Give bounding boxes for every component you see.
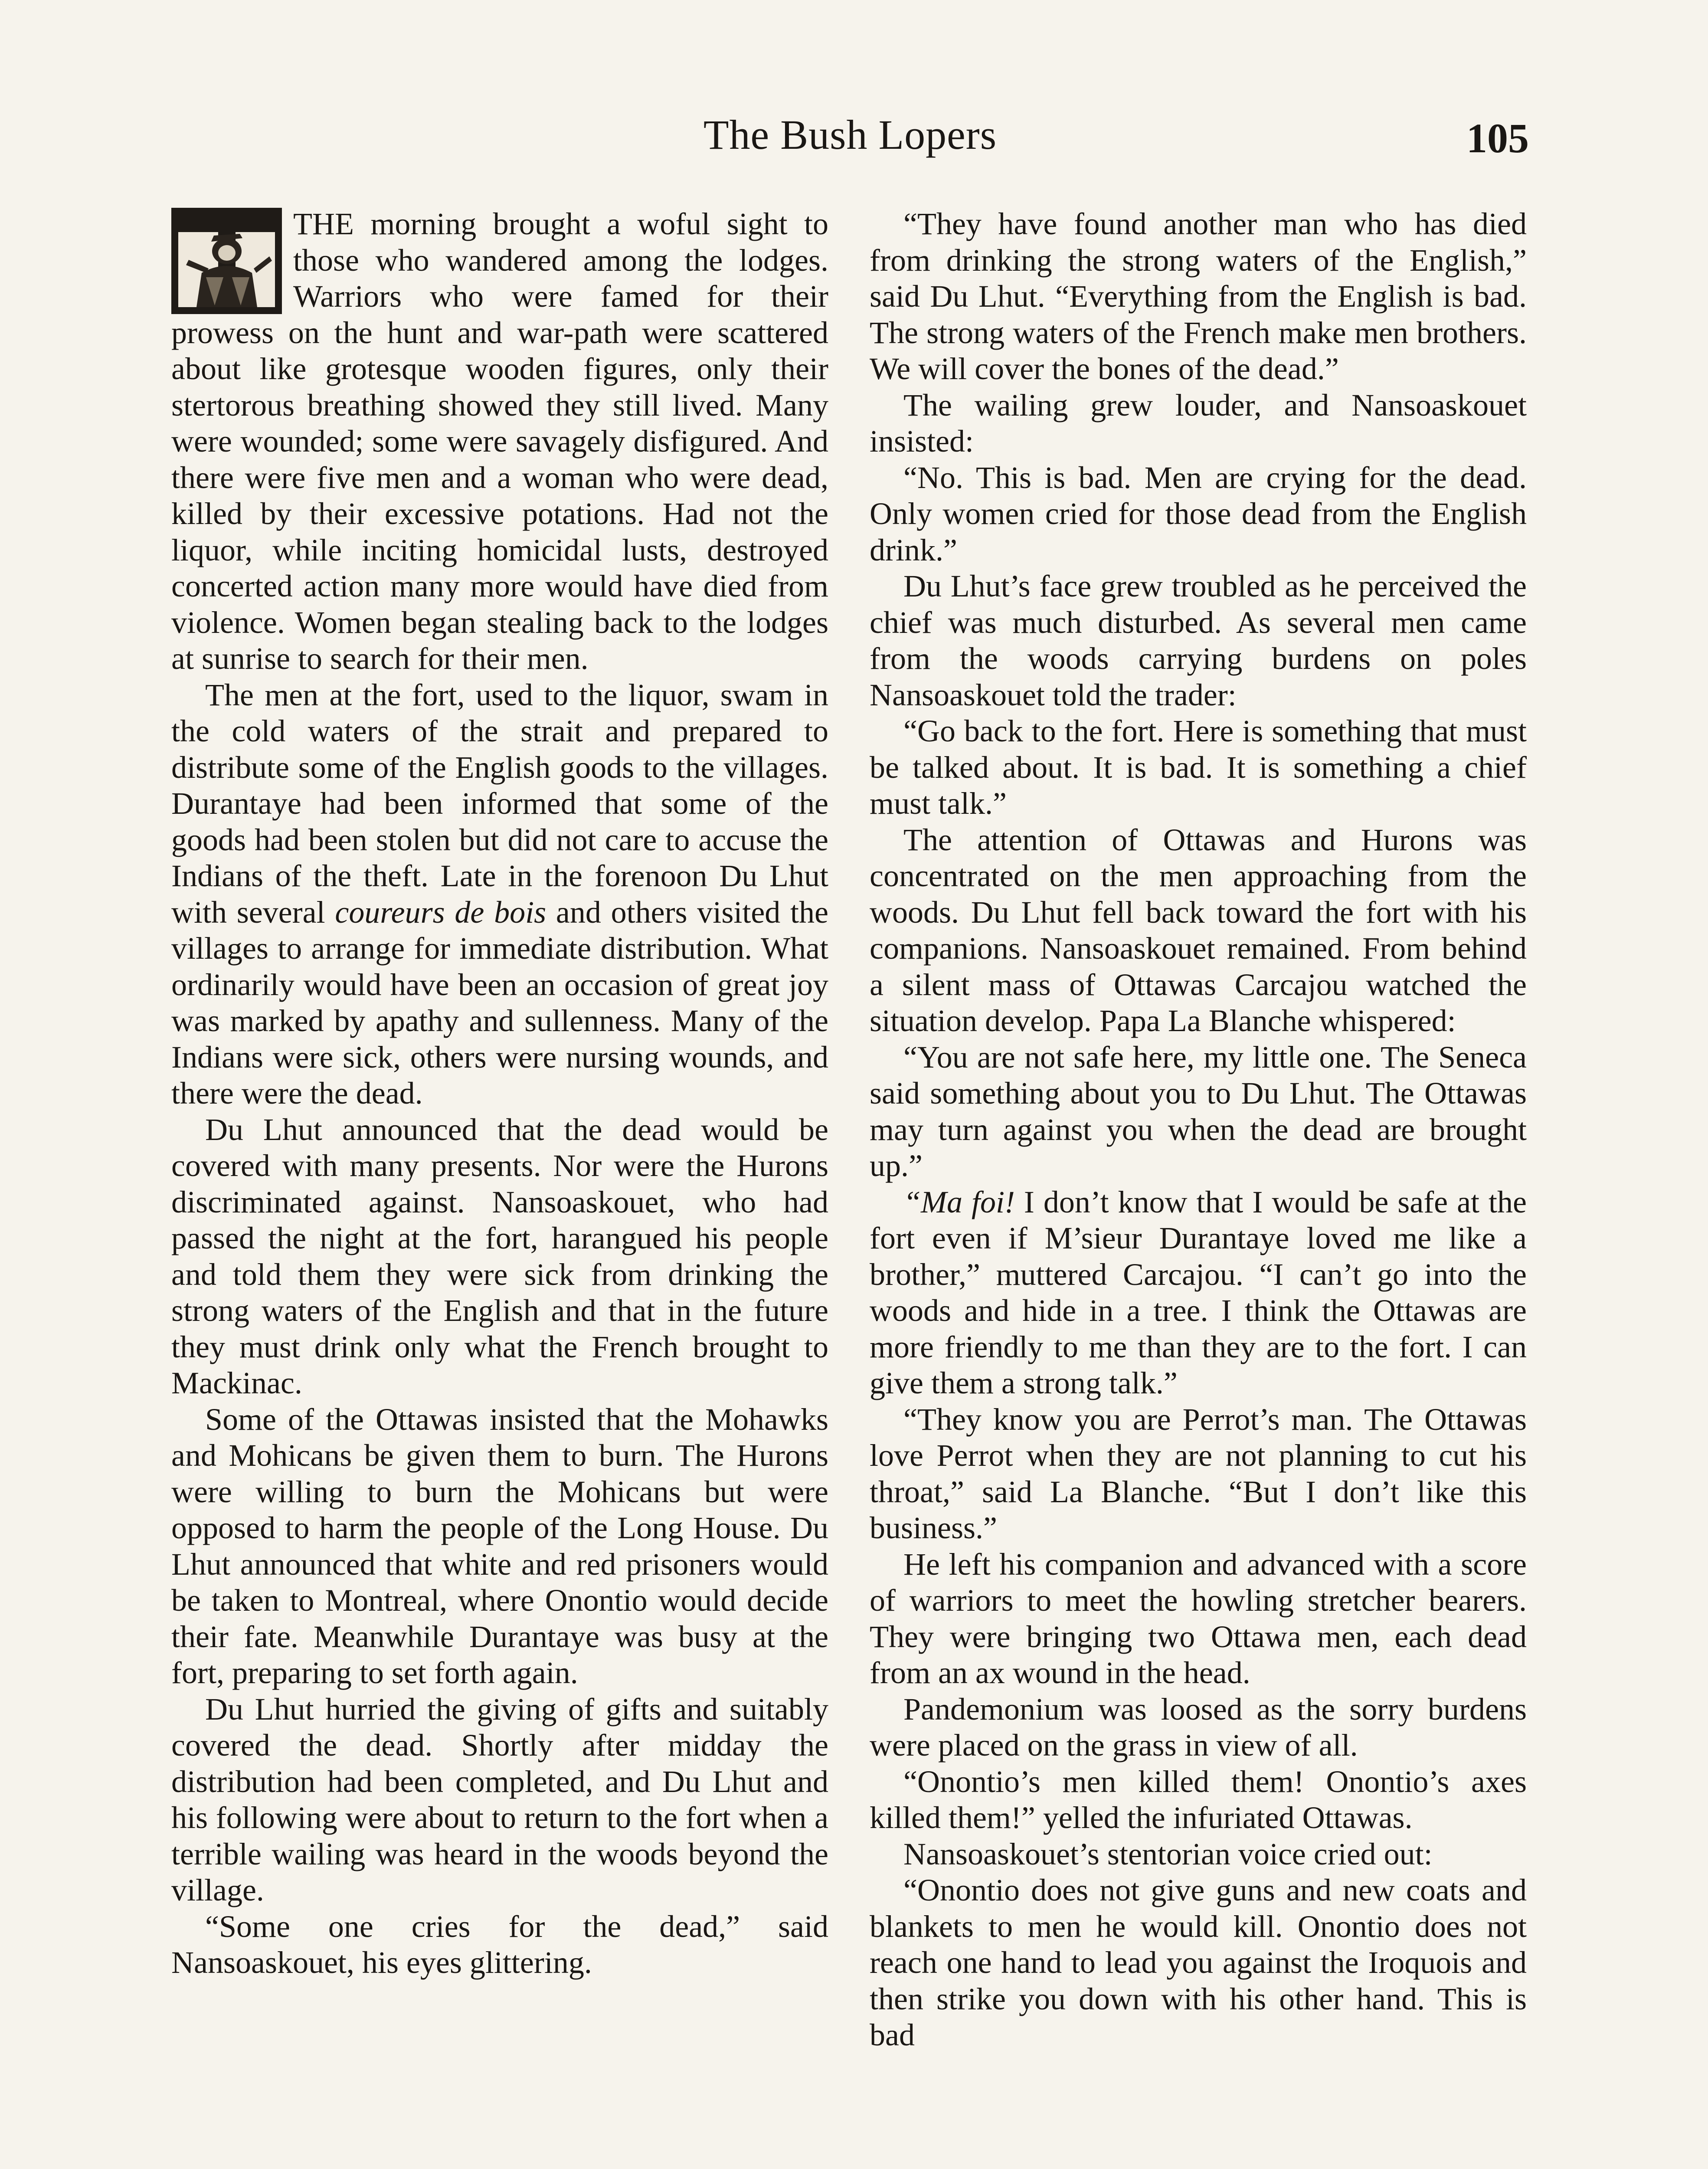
italic-phrase: coureurs de bois (335, 894, 546, 930)
right-column (870, 206, 1527, 2054)
paragraph: “You are not safe here, my little one. The Seneca said something about you to Du Lhut. The Ottawas may turn against you when the dead are brought up.” (870, 1039, 1527, 1183)
paragraph: “They know you are Perrot’s man. The Ottawas love Perrot when they are not planning to cut his throat,” said La Blanche. “But I don’t like this business.” (870, 1402, 1527, 1545)
running-head (171, 111, 1529, 171)
paragraph-text: The men at the fort, used to the liquor, swam in the cold waters of the strait and prepared to distribute some of the English goods to the villages. Durantaye had been informed that some of the goods had been stolen but did not care to accuse the Indians of the theft. Late in the forenoon Du Lhut with several (171, 677, 828, 930)
paragraph (171, 677, 828, 1112)
paragraph (870, 1184, 1527, 1402)
paragraph: “Go back to the fort. Here is something that must be talked about. It is bad. It is something a chief must talk.” (870, 714, 1527, 821)
running-title: The Bush Lopers (703, 111, 997, 158)
paragraph: “Onontio does not give guns and new coats and blankets to men he would kill. Onontio does not reach one hand to lead you against the Iroquois and then strike you down with his other hand. This is bad (870, 1873, 1527, 2052)
left-column (171, 206, 828, 1981)
paragraph-text: I don’t know that I would be safe at the fort even if M’sieur Durantaye loved me like a brother,” muttered Carcajou. “I can’t go into the woods and hide in a tree. I think the Ottawas are more friendly to me than they are to the fort. I can give them a strong talk.” (870, 1184, 1527, 1400)
paragraph-text: and others visited the villages to arrange for immediate distribution. What ordinarily would have been an occasion of great joy was marked by apathy and sullenness. Many of the Indians were sick, others were nursing wounds, and there were the dead. (171, 894, 829, 1111)
page-number: 105 (1466, 115, 1529, 161)
paragraph: “Onontio’s men killed them! Onontio’s axes killed them!” yelled the infuriated Ottawas. (870, 1764, 1527, 1835)
paragraph: Du Lhut hurried the giving of gifts and suitably covered the dead. Shortly after midday the distribution had been completed, and Du Lhut and his following were about to return to the fort when a terrible wailing was heard in the woods beyond the village. (171, 1691, 828, 1907)
paragraph: “They have found another man who has died from drinking the strong waters of the English,” said Du Lhut. “Everything from the English is bad. The strong waters of the French make men brothers. We will cover the bones of the dead.” (870, 206, 1527, 386)
paragraph: Some of the Ottawas insisted that the Mohawks and Mohicans be given them to burn. The Hurons were willing to burn the Mohicans but were opposed to harm the people of the Long House. Du Lhut announced that white and red prisoners would be taken to Montreal, where Onontio would decide their fate. Meanwhile Durantaye was busy at the fort, preparing to set forth again. (171, 1402, 828, 1690)
paragraph: “No. This is bad. Men are crying for the dead. Only women cried for those dead from the English drink.” (870, 460, 1527, 567)
paragraph: Du Lhut announced that the dead would be covered with many presents. Nor were the Hurons discriminated against. Nansoaskouet, who had passed the night at the fort, harangued his people and told them they were sick from drinking the strong waters of the English and that in the future they must drink only what the French brought to Mackinac. (171, 1112, 828, 1400)
paragraph: Nansoaskouet’s stentorian voice cried out: (903, 1836, 1433, 1871)
paragraph (171, 206, 828, 677)
paragraph: Du Lhut’s face grew troubled as he perceived the chief was much disturbed. As several men came from the woods carrying burdens on poles Nansoaskouet told the trader: (870, 569, 1527, 712)
paragraph: He left his companion and advanced with a score of warriors to meet the howling stretcher bearers. They were bringing two Ottawa men, each dead from an ax wound in the head. (870, 1546, 1527, 1690)
drop-cap (171, 208, 282, 314)
paragraph: Pandemonium was loosed as the sorry burdens were placed on the grass in view of all. (870, 1691, 1527, 1763)
paragraph: “Some one cries for the dead,” said Nansoaskouet, his eyes glittering. (171, 1909, 828, 1980)
lead-word: THE (293, 206, 354, 241)
paragraph: The wailing grew louder, and Nansoaskouet insisted: (870, 387, 1527, 459)
paragraph: The attention of Ottawas and Hurons was concentrated on the men approaching from the woods. Du Lhut fell back toward the fort with his companions. Nansoaskouet remained. From behind a silent mass of Ottawas Carcajou watched the situation develop. Papa La Blanche whispered: (870, 822, 1527, 1038)
woodcut-figure-icon (171, 208, 282, 314)
italic-phrase: “Ma foi! (903, 1184, 1015, 1219)
paragraph-text: morning brought a woful sight to those who wandered among the lodges. Warriors who were famed for their prowess on the hunt and war-path were scattered about like grotesque wooden figures, only their stertorous breathing showed they still lived. Many were wounded; some were savagely disfigured. And there were five men and a woman who were dead, killed by their excessive potations. Had not the liquor, while inciting homicidal lusts, destroyed concerted action many more would have died from violence. Women began stealing back to the lodges at sunrise to search for their men. (171, 206, 828, 676)
